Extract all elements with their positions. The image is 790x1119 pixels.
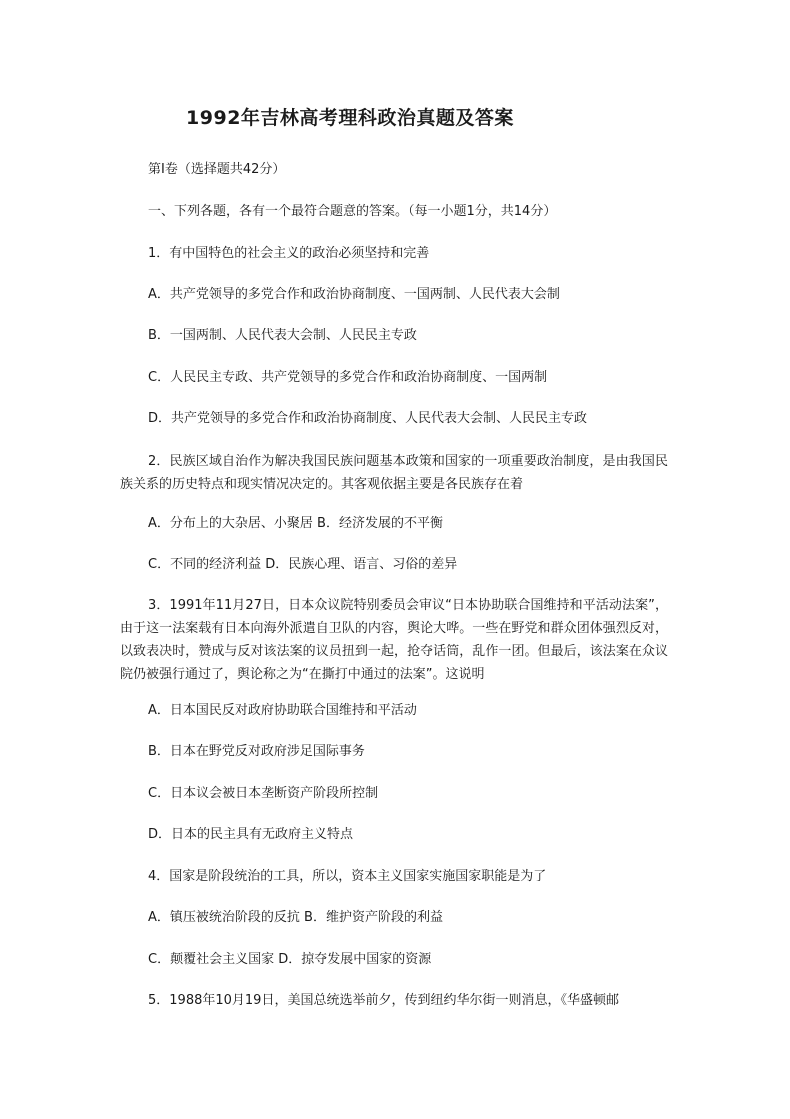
document-title: 1992年吉林高考理科政治真题及答案 xyxy=(186,107,514,129)
question-5-stem: 5．1988年10月19日，美国总统选举前夕，传到纽约华尔街一则消息，《华盛顿邮 xyxy=(148,993,619,1008)
question-1-option-c: C．人民民主专政、共产党领导的多党合作和政治协商制度、一国两制 xyxy=(148,370,548,385)
question-4-stem: 4．国家是阶段统治的工具，所以，资本主义国家实施国家职能是为了 xyxy=(148,869,547,884)
question-1-stem: 1．有中国特色的社会主义的政治必须坚持和完善 xyxy=(148,246,430,261)
instruction-text: 一、下列各题，各有一个最符合题意的答案。（每一小题1分，共14分） xyxy=(148,204,557,219)
question-1-option-d: D．共产党领导的多党合作和政治协商制度、人民代表大会制、人民民主专政 xyxy=(148,411,588,426)
question-1-option-a: A．共产党领导的多党合作和政治协商制度、一国两制、人民代表大会制 xyxy=(148,287,560,302)
question-3-option-a: A．日本国民反对政府协助联合国维持和平活动 xyxy=(148,703,417,718)
question-2-options-cd: C．不同的经济利益 D．民族心理、语言、习俗的差异 xyxy=(148,557,458,572)
question-4-options-ab: A．镇压被统治阶段的反抗 B．维护资产阶段的利益 xyxy=(148,910,443,925)
question-3-stem: 3．1991年11月27日，日本众议院特别委员会审议“日本协助联合国维持和平活动法案”，由于这一法案载有日本向海外派遣自卫队的内容，舆论大哗。一些在野党和群众团体强烈反对，以致表决时，赞成与反对该法案的议员扭到一起，抢夺话筒，乱作一团。但最后，该法案在众议院仍被强行通过了，舆论称之为“在撕打中通过的法案”。这说明 xyxy=(120,598,668,682)
section-header: 第Ⅰ卷（选择题共42分） xyxy=(148,162,286,177)
question-2-stem: 2．民族区域自治作为解决我国民族问题基本政策和国家的一项重要政治制度，是由我国民族关系的历史特点和现实情况决定的。其客观依据主要是各民族存在着 xyxy=(120,454,668,492)
question-1-option-b: B．一国两制、人民代表大会制、人民民主专政 xyxy=(148,328,417,343)
question-2-options-ab: A．分布上的大杂居、小聚居 B．经济发展的不平衡 xyxy=(148,516,443,531)
question-3-option-b: B．日本在野党反对政府涉足国际事务 xyxy=(148,744,365,759)
question-4-options-cd: C．颠覆社会主义国家 D．掠夺发展中国家的资源 xyxy=(148,952,432,967)
question-3-option-d: D．日本的民主具有无政府主义特点 xyxy=(148,827,354,842)
question-3-option-c: C．日本议会被日本垄断资产阶段所控制 xyxy=(148,786,379,801)
